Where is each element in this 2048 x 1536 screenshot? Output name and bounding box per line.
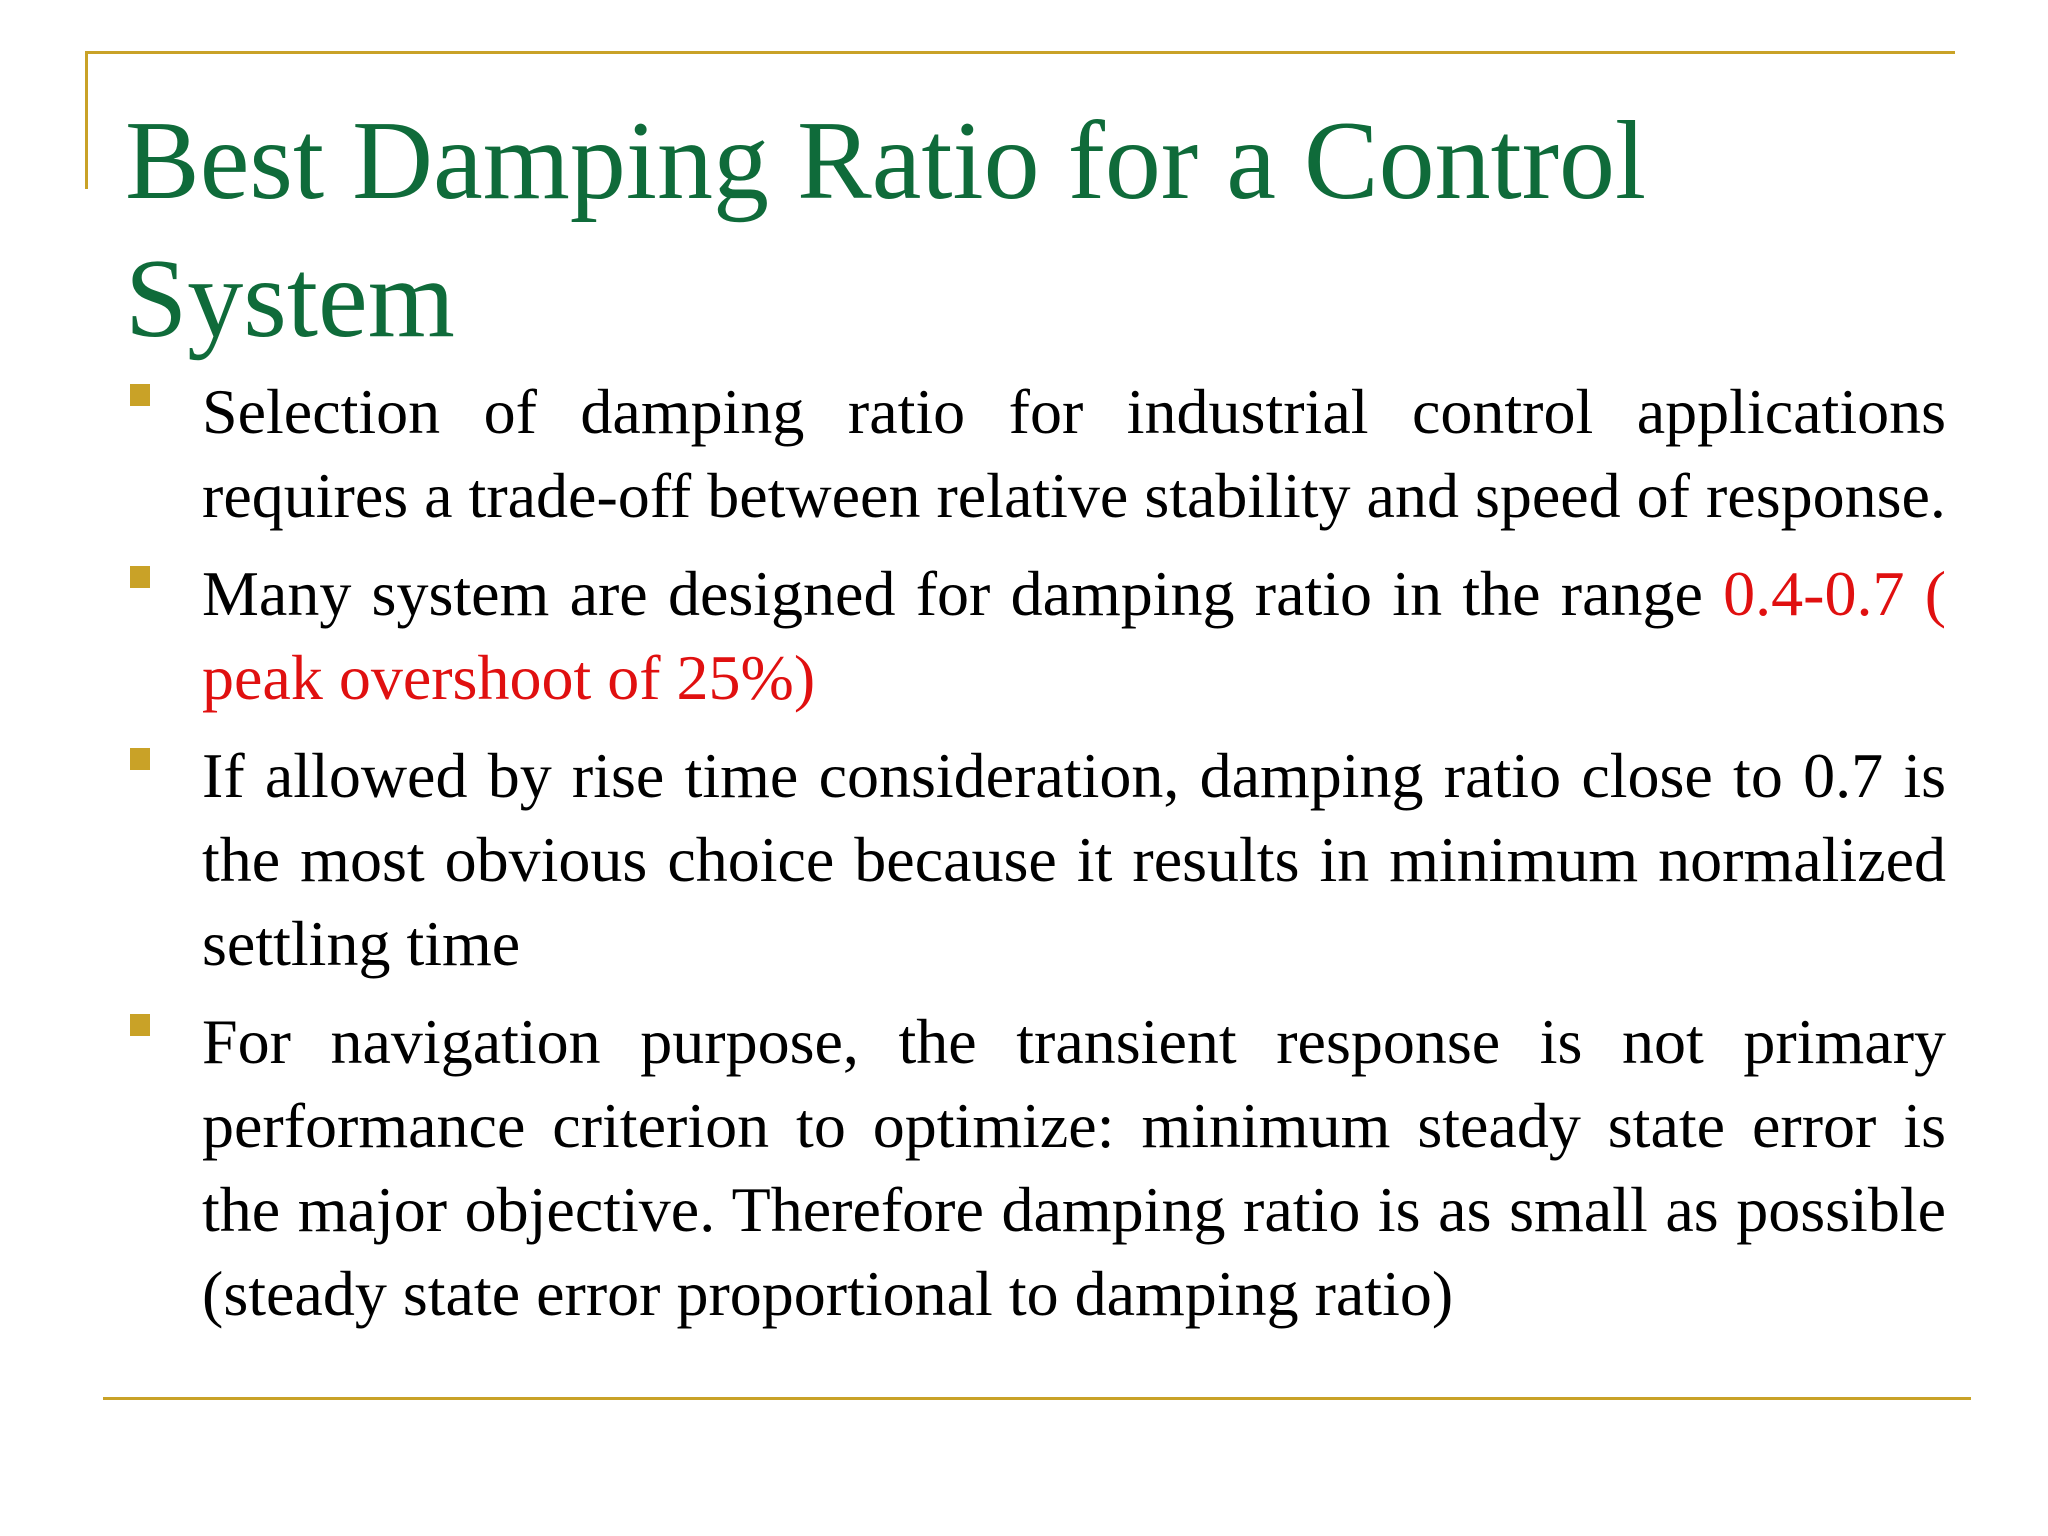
square-bullet-icon (130, 748, 150, 770)
top-rule (85, 51, 1955, 54)
square-bullet-icon (130, 566, 150, 588)
bottom-rule (103, 1397, 1971, 1400)
bullet-text: Selection of damping ratio for industrial control applications requires a trade-off between relative stability and speed of response. (202, 376, 1946, 531)
bullet-text: Many system are designed for damping ratio in the range (202, 558, 1724, 629)
slide-title: Best Damping Ratio for a Control System (125, 99, 1647, 361)
left-rule (85, 51, 88, 189)
square-bullet-icon (130, 384, 150, 406)
square-bullet-icon (130, 1014, 150, 1036)
bullet-item (126, 1000, 1946, 1336)
bullet-text: If allowed by rise time consideration, damping ratio close to 0.7 is the most obvious choice because it results in minimum normalized settling time (202, 740, 1946, 979)
bullet-item (126, 734, 1946, 986)
bullet-text: For navigation purpose, the transient response is not primary performance criterion to optimize: minimum steady state error is the major objective. Therefore damping ratio is as small as possible (steady state error proportional to damping ratio) (202, 1006, 1946, 1329)
bullet-list (126, 370, 1946, 1350)
bullet-item (126, 370, 1946, 538)
highlighted-range: 0.4-0.7 ( peak overshoot of 25%) (202, 558, 1947, 713)
bullet-item (126, 552, 1946, 720)
